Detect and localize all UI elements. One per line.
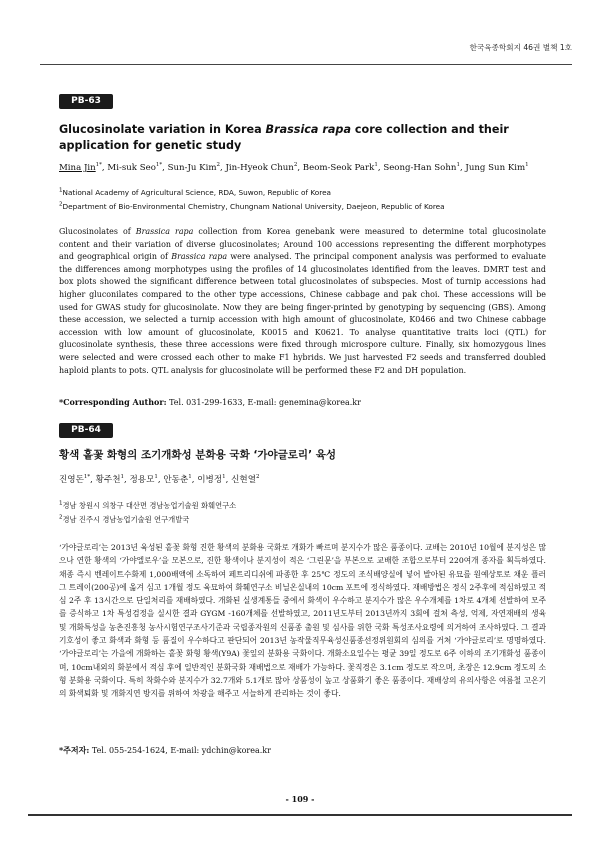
affiliation-text: Department of Bio-Environmental Chemistry, Chungnam National University, Daejeon, Republic of Korea (62, 202, 445, 211)
running-header: 한국육종학회지 46권 별책 1호 (469, 43, 572, 52)
corresponding-label: *Corresponding Author: (59, 397, 167, 407)
affiliation-2 (59, 201, 445, 212)
author-name: Mina Jin (59, 163, 96, 173)
title-species-name: Brassica rapa (265, 123, 351, 136)
abstract-text: Glucosinolates of (59, 227, 136, 236)
page-number: - 109 - (285, 794, 315, 804)
header-divider (40, 64, 572, 65)
author-list-pb64: 진영돈$^{1*}$, 황주천$^1$, 정용모$^1$, 안동춘$^1$, 이병정$^1$, 신현열$^2$ (59, 474, 260, 485)
author-affiliation-mark: 1 (188, 474, 192, 481)
author-name: Beom-Seok Park (302, 163, 375, 173)
affiliation-1 (59, 187, 331, 198)
corresponding-author-pb64 (59, 745, 271, 756)
corresponding-label: *주저자: (59, 745, 90, 755)
author-affiliation-mark: 1 (456, 162, 460, 169)
author-name: 신현열 (231, 475, 257, 485)
affiliation-2 (59, 514, 189, 525)
author-affiliation-mark: 1* (155, 162, 163, 169)
article-badge-pb64: PB-64 (59, 423, 113, 438)
author-list-pb63: Mina Jin$^{1*}$, Mi-suk Seo$^{1*}$, Sun-Ju Kim$^2$, Jin-Hyeok Chun$^2$, Beom-Seok Park$^1$, Seong-Han Sohn$^1$, Jung Sun Kim$^1$ (59, 162, 529, 173)
corresponding-author-pb63 (59, 397, 361, 407)
author-affiliation-mark: 1* (95, 162, 102, 169)
article-title-pb64: 황색 홑꽃 화형의 조기개화성 분화용 국화 ‘가야글로리’ 육성 (59, 449, 336, 461)
article-title-pb63 (59, 122, 559, 153)
author-name: 이병정 (197, 475, 223, 485)
corresponding-contact: Tel. 055-254-1624, E-mail: ydchin@korea.kr (89, 746, 271, 755)
species-name: Brassica rapa (135, 227, 194, 236)
author-name: Sun-Ju Kim (167, 163, 217, 173)
author-name: Jung Sun Kim (465, 163, 526, 173)
title-text: Glucosinolate variation in Korea (59, 123, 266, 136)
abstract-text: were analysed. The principal component analysis was performed to evaluate the differences among morphotypes using the profiles of 14 glucosinolates identified from the leaves. DMRT test and box plots showed the significant difference between total glucosinolates of subspecies. Most of turnip accessions had higher gluconilates compared to the other type accessions, Chinese cabbage and pak choi. These accessions will be used for GWAS study for glucosinolate. Now they are being finger-printed by genotyping by sequencing (GBS). Among these accession, we selected a turnip accession with high amount of glucosinolate, K0466 and two Chinese cabbage accession with low amount of glucosinolate, K0015 and K0621. To analyse quantitative traits loci (QTL) for glucosinolate synthesis, these three accessions were fixed through microspore culture. Finally, six homozygous lines were selected and were crossed each other to make F1 hybrids. We just harvested F2 seeds and transferred doubled haploid plants to pots. QTL analysis for glucosinolate will be performed these F2 and DH population. (59, 252, 546, 375)
author-name: 안동춘 (163, 475, 189, 485)
author-affiliation-mark: 2 (293, 162, 298, 169)
author-affiliation-mark: 1* (83, 474, 91, 481)
author-name: 황주천 (95, 475, 121, 485)
title-text: core collection and their application for genetic study (59, 123, 509, 152)
author-name: 진영돈 (59, 475, 84, 485)
author-affiliation-mark: 1 (374, 162, 378, 169)
author-name: 정용모 (129, 475, 155, 485)
author-name: Mi-suk Seo (107, 163, 156, 173)
affiliation-text: 경남 진주시 경남농업기술원 연구개발국 (62, 515, 190, 524)
affiliation-text: 경남 창원시 의창구 대산면 경남농업기술원 화훼연구소 (62, 501, 237, 510)
affiliation-text: National Academy of Agricultural Science, RDA, Suwon, Republic of Korea (62, 188, 332, 197)
author-affiliation-mark: 2 (256, 474, 260, 481)
author-affiliation-mark: 2 (216, 162, 220, 169)
affiliation-number: 2 (59, 201, 63, 208)
affiliation-1 (59, 500, 236, 511)
affiliation-number: 2 (59, 514, 63, 521)
corresponding-contact: Tel. 031-299-1633, E-mail: genemina@korea.kr (166, 398, 361, 407)
abstract-text: collection from Korea genebank were measured to determine total glucosinolate content and their variation of diverse glucosinolates; Around 100 accessions representing the different morphotypes and geographical origin of (59, 227, 547, 262)
author-affiliation-mark: 1 (525, 162, 529, 169)
author-affiliation-mark: 1 (120, 474, 125, 481)
abstract-pb64: ‘가야글로리’는 2013년 육성된 홑꽃 화형 진한 황색의 분화용 국화로 개화가 빠르며 분지수가 많은 품종이다. 교배는 2010년 10월에 분지성은 많으나 연한 황색의 ‘가야엘로우’을 모본으로, 진한 황색이나 분지성이 적은 ‘그린문’을 부본으로 교배한 조합으로부터 220여개 종자를 획득하였다. 채종 즉시 벤레이트수화제 1,000배액에 소독하여 페트리디쉬에 파종한 후 25℃ 정도의 조식배양실에 넣어 발아된 유묘를 원예상토로 채운 플러그 트레이(200공)에 옮겨 심고 1개월 정도 육묘하여 화훼연구소 비닐온실내의 10cm 포트에 정식하였다. 재배방법은 정식 2주후에 적심하였고 적심 2주 후 13시간으로 단일처리를 재배하였다. 개화된 실생계통들 중에서 화색이 우수하고 분지수가 많은 우수개체를 1차로 4개체 선발하여 모주를 증식하고 1차 특성검정을 실시한 결과 GYGM -160개체를 선발하였고, 2011년도부터 2013년까지 3회에 걸쳐 측성, 억제, 자연재배의 생육 및 개화특성을 농촌진흥청 농사시험연구조사기준과 국립종자원의 신품종 출원 및 심사를 위한 국화 특성조사요령에 의거하여 조사하였다. 그 결과 기호성이 좋고 화색과 화형 등 품질이 우수하다고 판단되어 2013년 농작물직무육성신품종선정위원회의 심의를 거쳐 ‘가야글로리’로 명명하였다. ‘가야글로리’는 가을에 개화하는 홑꽃 화형 황색(Y9A) 꽃잎의 분화용 국화이다. 개화소요일수는 평균 39일 정도로 6주 이하의 조기개화성 품종이며, 10cm내외의 화분에서 적심 후에 일반적인 분화국화 재배법으로 재배가 가능하다. 꽃직경은 3.1cm 정도로 작으며, 초장은 12.9cm 정도의 소형 분화용 국화이다. 특히 착화수와 분지수가 32.7개와 5.1개로 많아 상품성이 높고 상품화기 좋은 품종이다. 재배상의 유의사항은 여름철 고온기의 화색퇴화 및 개화지연 방지를 위하여 차광을 해주고 서늘하게 관리하는 것이 좋다. (59, 543, 546, 699)
author-name: Jin-Hyeok Chun (225, 163, 294, 173)
abstract-pb63 (59, 226, 546, 377)
author-name: Seong-Han Sohn (383, 163, 457, 173)
author-affiliation-mark: 1 (222, 474, 226, 481)
species-name: Brassica rapa (171, 252, 228, 262)
affiliation-number: 1 (59, 187, 63, 194)
affiliation-number: 1 (59, 500, 63, 507)
footer-divider (28, 814, 572, 816)
article-badge-pb63: PB-63 (59, 94, 113, 109)
author-affiliation-mark: 1 (154, 474, 158, 481)
